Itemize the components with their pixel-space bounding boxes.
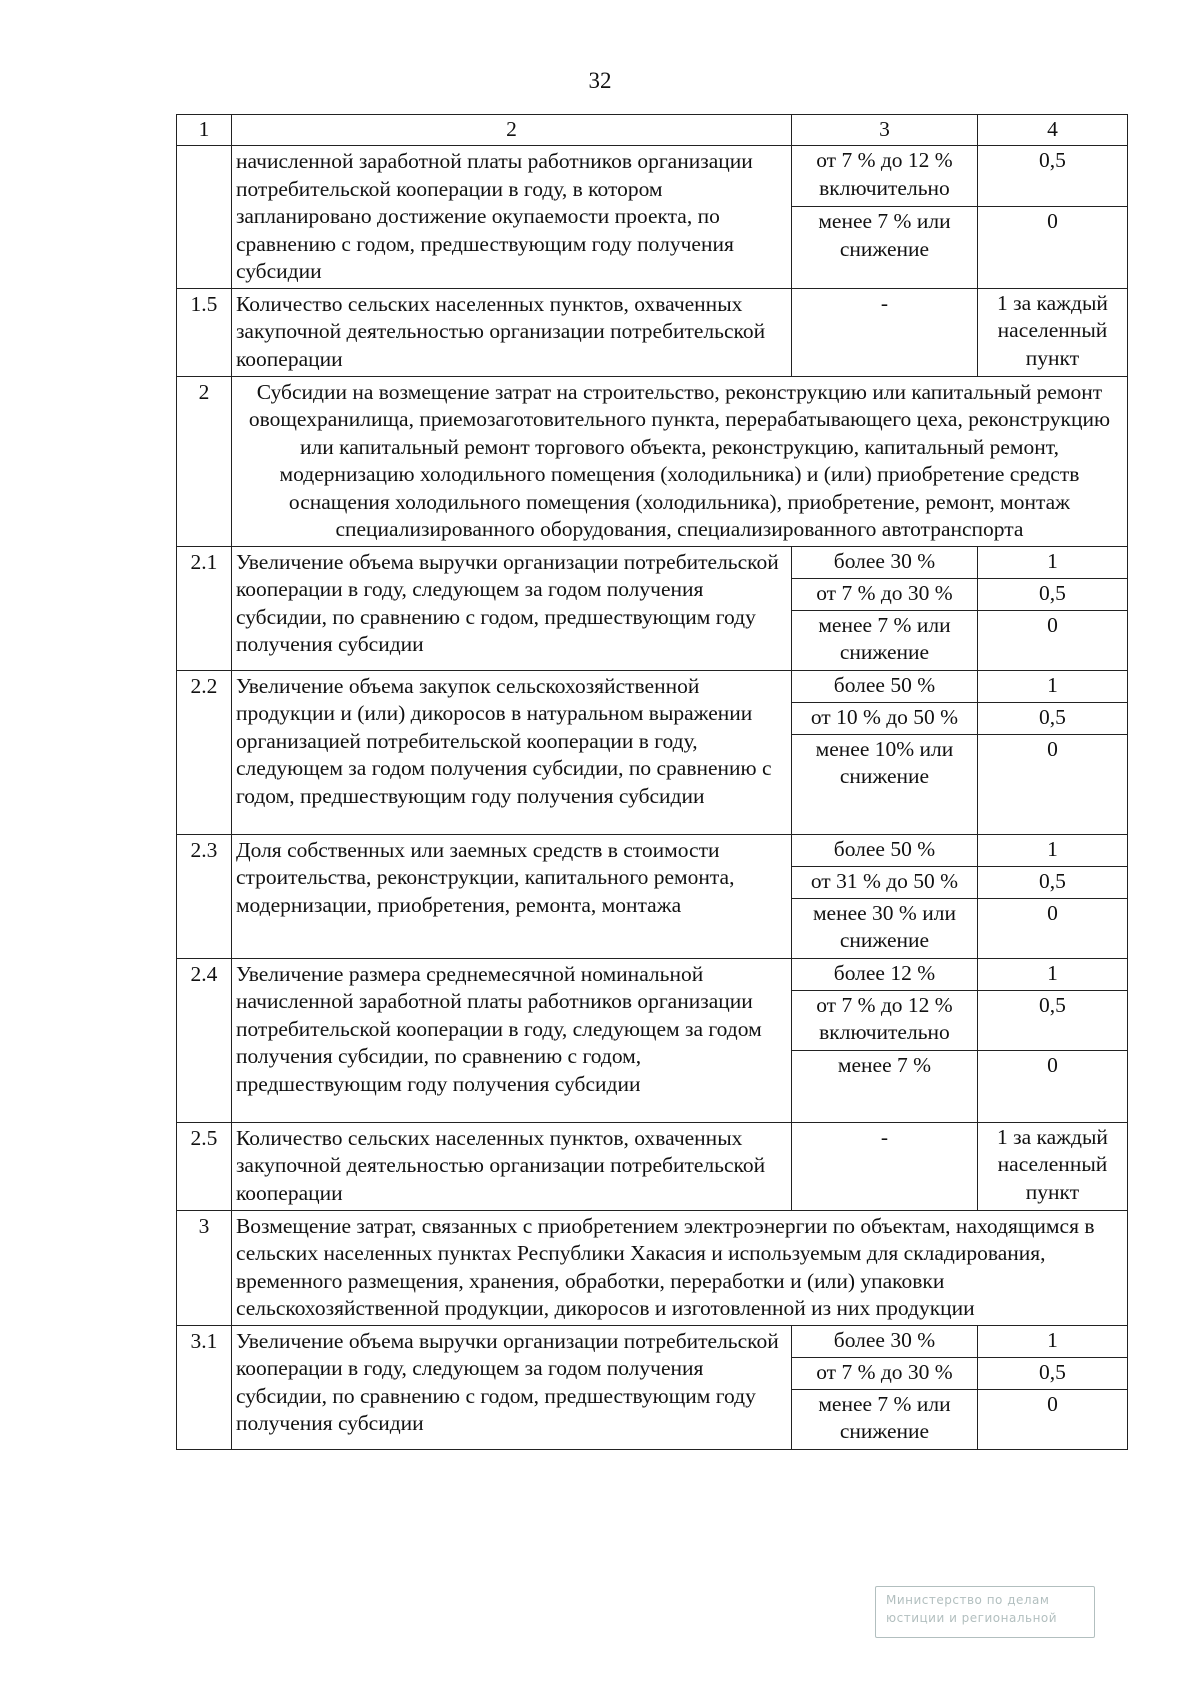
table-row xyxy=(177,146,1128,207)
score-cell: 1 xyxy=(977,834,1127,866)
row-number: 2.1 xyxy=(177,546,232,670)
score-cell: 0 xyxy=(977,898,1127,958)
table-row xyxy=(177,834,1128,866)
score-cell: 0,5 xyxy=(977,702,1127,734)
score-cell: 1 xyxy=(977,670,1127,702)
condition-cell: более 30 % xyxy=(791,1325,977,1357)
table-row xyxy=(177,670,1128,702)
stamp-line: Министерство по делам xyxy=(886,1593,1050,1607)
condition-cell: менее 30 % или снижение xyxy=(791,898,977,958)
section-title: Возмещение затрат, связанных с приобретением электроэнергии по объектам, находящимся в сельских населенных пунктах Республики Хакасия и используемым для складирования, временного размещения, хранения, обработки, переработки и (или) упаковки сельскохозяйственной продукции, дикоросов и изготовленной из них продукции xyxy=(231,1210,1127,1325)
row-description: Количество сельских населенных пунктов, охваченных закупочной деятельностью организации потребительской кооперации xyxy=(231,1122,791,1210)
table-row xyxy=(177,958,1128,990)
row-description: Увеличение объема закупок сельскохозяйственной продукции и (или) дикоросов в натуральном выражении организацией потребительской кооперации в году, следующем за годом получения субсидии, по сравнению с годом, предшествующим году получения субсидии xyxy=(231,670,791,834)
score-cell: 0,5 xyxy=(977,990,1127,1050)
score-cell: 0,5 xyxy=(977,866,1127,898)
condition-cell: более 50 % xyxy=(791,834,977,866)
table-row xyxy=(177,1325,1128,1357)
row-number: 1.5 xyxy=(177,288,232,376)
row-number: 2.5 xyxy=(177,1122,232,1210)
section-number: 2 xyxy=(177,376,232,546)
row-description: Увеличение объема выручки организации потребительской кооперации в году, следующем за годом получения субсидии, по сравнению с годом, предшествующим году получения субсидии xyxy=(231,1325,791,1449)
score-cell: 0 xyxy=(977,1389,1127,1449)
condition-cell: от 7 % до 30 % xyxy=(791,1357,977,1389)
condition-cell: от 10 % до 50 % xyxy=(791,702,977,734)
page-number: 32 xyxy=(588,68,612,93)
score-cell: 0,5 xyxy=(977,146,1127,207)
column-header-1: 1 xyxy=(177,115,232,146)
table-row xyxy=(177,1122,1128,1210)
section-row xyxy=(177,1210,1128,1325)
table-row xyxy=(177,288,1128,376)
condition-cell: более 12 % xyxy=(791,958,977,990)
condition-cell: - xyxy=(791,1122,977,1210)
score-cell: 0 xyxy=(977,207,1127,288)
score-cell: 1 xyxy=(977,1325,1127,1357)
column-header-2: 2 xyxy=(231,115,791,146)
score-cell: 0 xyxy=(977,734,1127,834)
column-header-3: 3 xyxy=(791,115,977,146)
condition-cell: от 7 % до 30 % xyxy=(791,578,977,610)
row-description: Увеличение объема выручки организации потребительской кооперации в году, следующем за годом получения субсидии, по сравнению с годом, предшествующим году получения субсидии xyxy=(231,546,791,670)
column-header-row xyxy=(177,115,1128,146)
condition-cell: от 7 % до 12 % включительно xyxy=(791,990,977,1050)
score-cell: 1 за каждый населенный пункт xyxy=(977,1122,1127,1210)
condition-cell: более 50 % xyxy=(791,670,977,702)
condition-cell: менее 7 % или снижение xyxy=(791,1389,977,1449)
score-cell: 1 за каждый населенный пункт xyxy=(977,288,1127,376)
section-row xyxy=(177,376,1128,546)
score-cell: 0,5 xyxy=(977,1357,1127,1389)
row-number xyxy=(177,146,232,289)
row-description: начисленной заработной платы работников организации потребительской кооперации в году, в котором запланировано достижение окупаемости проекта, по сравнению с годом, предшествующим году получения субсидии xyxy=(231,146,791,289)
column-header-4: 4 xyxy=(977,115,1127,146)
condition-cell: от 7 % до 12 % включительно xyxy=(791,146,977,207)
criteria-table xyxy=(176,114,1128,1450)
table-row xyxy=(177,546,1128,578)
row-number: 3.1 xyxy=(177,1325,232,1449)
score-cell: 0 xyxy=(977,1050,1127,1122)
row-description: Увеличение размера среднемесячной номинальной начисленной заработной платы работников организации потребительской кооперации в году, следующем за годом получения субсидии, по сравнению с годом, предшествующим году получения субсидии xyxy=(231,958,791,1122)
stamp-line: юстиции и региональной xyxy=(886,1611,1058,1625)
score-cell: 1 xyxy=(977,546,1127,578)
condition-cell: более 30 % xyxy=(791,546,977,578)
condition-cell: менее 7 % или снижение xyxy=(791,207,977,288)
condition-cell: менее 7 % или снижение xyxy=(791,610,977,670)
score-cell: 0,5 xyxy=(977,578,1127,610)
row-description: Количество сельских населенных пунктов, охваченных закупочной деятельностью организации потребительской кооперации xyxy=(231,288,791,376)
row-description: Доля собственных или заемных средств в стоимости строительства, реконструкции, капитального ремонта, модернизации, приобретения, ремонта, монтажа xyxy=(231,834,791,958)
section-title: Субсидии на возмещение затрат на строительство, реконструкцию или капитальный ремонт овощехранилища, приемозаготовительного пункта, перерабатывающего цеха, реконструкцию или капитальный ремонт торгового объекта, реконструкцию, капитальный ремонт, модернизацию холодильного помещения (холодильника) и (или) приобретение средств оснащения холодильного помещения (холодильника), приобретение, ремонт, монтаж специализированного оборудования, специализированного автотранспорта xyxy=(231,376,1127,546)
section-number: 3 xyxy=(177,1210,232,1325)
condition-cell: менее 10% или снижение xyxy=(791,734,977,834)
condition-cell: от 31 % до 50 % xyxy=(791,866,977,898)
condition-cell: - xyxy=(791,288,977,376)
score-cell: 1 xyxy=(977,958,1127,990)
row-number: 2.3 xyxy=(177,834,232,958)
row-number: 2.2 xyxy=(177,670,232,834)
ministry-stamp xyxy=(875,1586,1095,1638)
condition-cell: менее 7 % xyxy=(791,1050,977,1122)
row-number: 2.4 xyxy=(177,958,232,1122)
score-cell: 0 xyxy=(977,610,1127,670)
